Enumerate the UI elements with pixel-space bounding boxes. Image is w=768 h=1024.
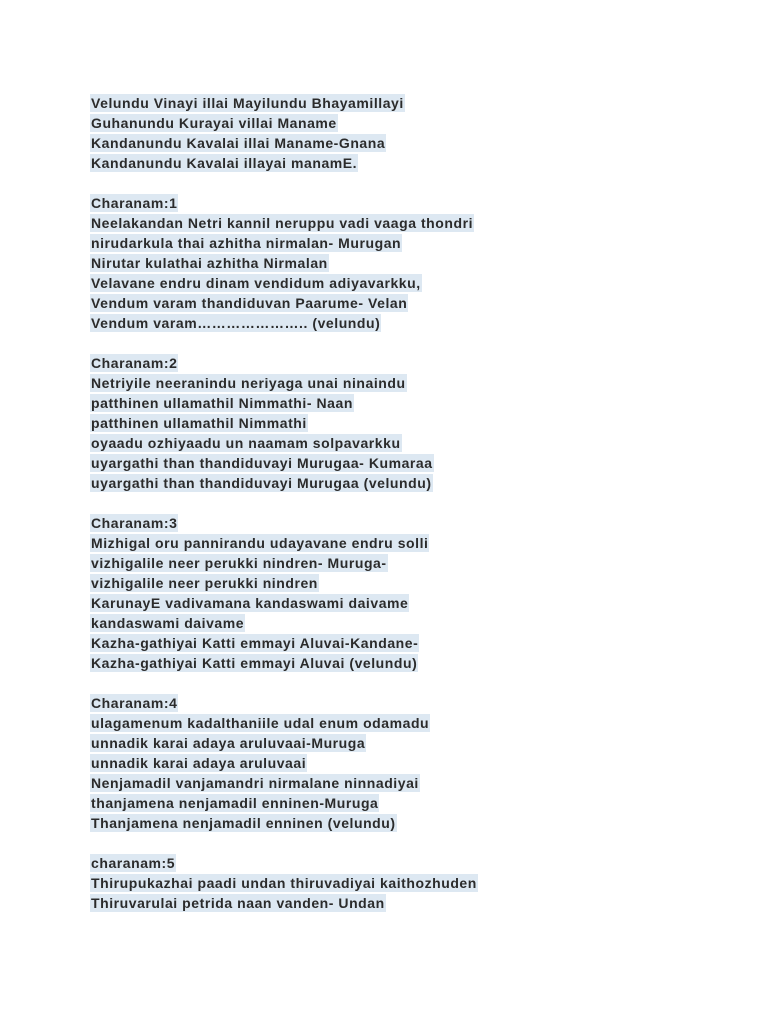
line-text: Kazha-gathiyai Katti emmayi Aluvai-Kandane- xyxy=(91,635,419,651)
text-line xyxy=(90,653,730,673)
line-text: Kazha-gathiyai Katti emmayi Aluvai (velundu) xyxy=(91,655,418,671)
charanam-1-stanza xyxy=(90,193,730,333)
charanam-2-stanza xyxy=(90,353,730,493)
text-line xyxy=(90,733,730,753)
lyrics-document xyxy=(90,93,730,933)
text-line xyxy=(90,713,730,733)
line-text: unnadik karai adaya aruluvaai-Muruga xyxy=(91,735,366,751)
line-text: Thiruvarulai petrida naan vanden- Undan xyxy=(91,895,385,911)
charanam-3-stanza xyxy=(90,513,730,673)
line-text: vizhigalile neer perukki nindren- Muruga- xyxy=(91,555,387,571)
stanza-heading xyxy=(90,513,730,533)
line-text: patthinen ullamathil Nimmathi xyxy=(91,415,307,431)
pallavi-stanza xyxy=(90,93,730,173)
line-text: kandaswami daivame xyxy=(91,615,245,631)
charanam-5-stanza xyxy=(90,853,730,913)
heading-text: charanam:5 xyxy=(91,855,176,871)
text-line xyxy=(90,213,730,233)
stanza-heading xyxy=(90,853,730,873)
text-line xyxy=(90,633,730,653)
heading-text: Charanam:4 xyxy=(91,695,178,711)
text-line xyxy=(90,113,730,133)
text-line xyxy=(90,253,730,273)
text-line xyxy=(90,533,730,553)
line-text: Vendum varam thandiduvan Paarume- Velan xyxy=(91,295,408,311)
line-text: thanjamena nenjamadil enninen-Muruga xyxy=(91,795,379,811)
line-text: uyargathi than thandiduvayi Murugaa (velundu) xyxy=(91,475,432,491)
line-text: Nirutar kulathai azhitha Nirmalan xyxy=(91,255,328,271)
stanza-heading xyxy=(90,353,730,373)
text-line xyxy=(90,893,730,913)
line-text: Kandanundu Kavalai illayai manamE. xyxy=(91,155,358,171)
charanam-4-stanza xyxy=(90,693,730,833)
text-line xyxy=(90,393,730,413)
heading-text: Charanam:1 xyxy=(91,195,178,211)
text-line xyxy=(90,773,730,793)
text-line xyxy=(90,873,730,893)
text-line xyxy=(90,453,730,473)
line-text: Guhanundu Kurayai villai Maname xyxy=(91,115,337,131)
text-line xyxy=(90,753,730,773)
line-text: KarunayE vadivamana kandaswami daivame xyxy=(91,595,409,611)
line-text: oyaadu ozhiyaadu un naamam solpavarkku xyxy=(91,435,401,451)
stanza-heading xyxy=(90,693,730,713)
line-text: Vendum varam………………….. (velundu) xyxy=(91,315,381,331)
heading-text: Charanam:2 xyxy=(91,355,178,371)
text-line xyxy=(90,613,730,633)
text-line xyxy=(90,433,730,453)
line-text: ulagamenum kadalthaniile udal enum odamadu xyxy=(91,715,430,731)
line-text: Neelakandan Netri kannil neruppu vadi vaaga thondri xyxy=(91,215,474,231)
line-text: Kandanundu Kavalai illai Maname-Gnana xyxy=(91,135,386,151)
text-line xyxy=(90,793,730,813)
text-line xyxy=(90,813,730,833)
text-line xyxy=(90,573,730,593)
text-line xyxy=(90,553,730,573)
line-text: vizhigalile neer perukki nindren xyxy=(91,575,318,591)
line-text: Velavane endru dinam vendidum adiyavarkku, xyxy=(91,275,421,291)
text-line xyxy=(90,133,730,153)
line-text: Nenjamadil vanjamandri nirmalane ninnadiyai xyxy=(91,775,419,791)
text-line xyxy=(90,93,730,113)
line-text: patthinen ullamathil Nimmathi- Naan xyxy=(91,395,353,411)
line-text: unnadik karai adaya aruluvaai xyxy=(91,755,307,771)
text-line xyxy=(90,293,730,313)
line-text: uyargathi than thandiduvayi Murugaa- Kumaraa xyxy=(91,455,433,471)
heading-text: Charanam:3 xyxy=(91,515,178,531)
text-line xyxy=(90,593,730,613)
line-text: Netriyile neeranindu neriyaga unai ninaindu xyxy=(91,375,406,391)
line-text: Thanjamena nenjamadil enninen (velundu) xyxy=(91,815,396,831)
text-line xyxy=(90,233,730,253)
text-line xyxy=(90,273,730,293)
line-text: Mizhigal oru pannirandu udayavane endru solli xyxy=(91,535,429,551)
line-text: nirudarkula thai azhitha nirmalan- Murugan xyxy=(91,235,402,251)
text-line xyxy=(90,153,730,173)
stanza-heading xyxy=(90,193,730,213)
line-text: Velundu Vinayi illai Mayilundu Bhayamillayi xyxy=(91,95,404,111)
text-line xyxy=(90,413,730,433)
text-line xyxy=(90,373,730,393)
line-text: Thirupukazhai paadi undan thiruvadiyai kaithozhuden xyxy=(91,875,477,891)
text-line xyxy=(90,313,730,333)
text-line xyxy=(90,473,730,493)
